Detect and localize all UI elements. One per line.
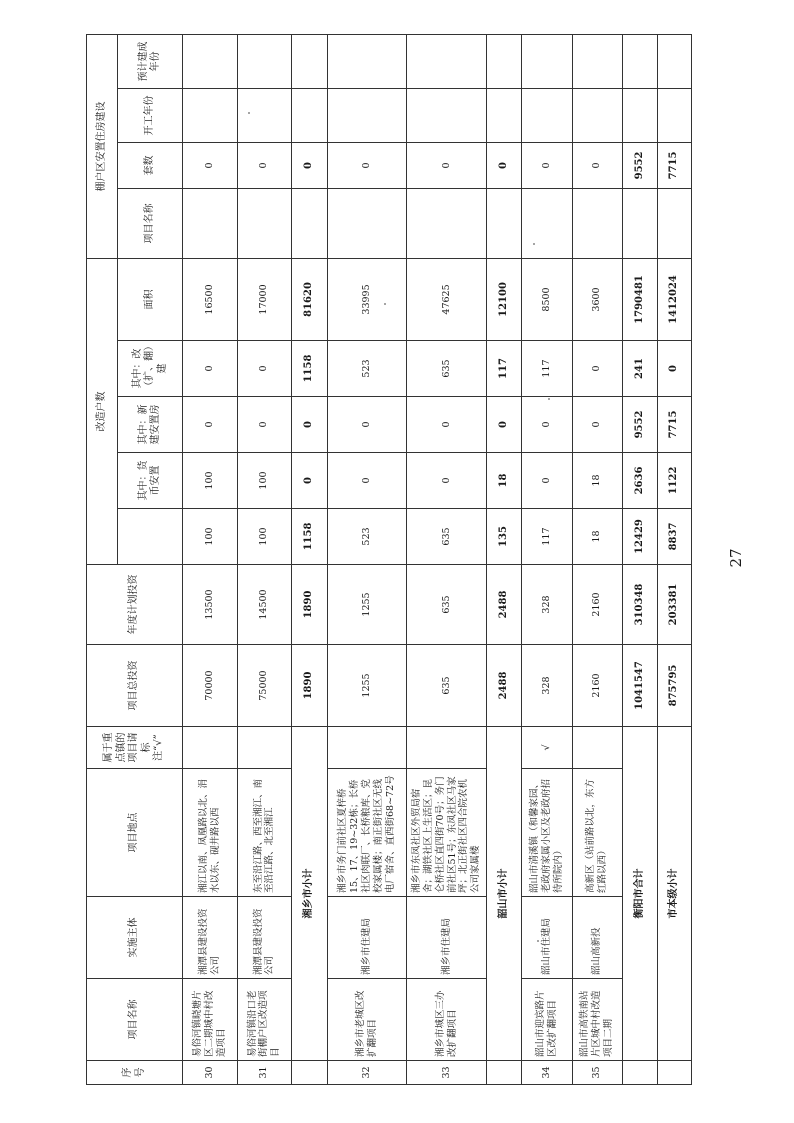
scan-speck	[384, 303, 386, 305]
row-renovate: 117	[522, 341, 572, 397]
row-name: 湘乡市城区三办改扩翻项目	[407, 979, 487, 1061]
row-new-build: 0	[572, 397, 622, 453]
row-households: 18	[572, 509, 622, 565]
row-name: 韶山市迎宾路片区改扩翻项目	[522, 979, 572, 1061]
row-res-sets: 0	[572, 142, 622, 188]
row-res-sets: 0	[522, 142, 572, 188]
subtotal-res-start	[486, 88, 522, 142]
header-new-build: 其中：新建安置房	[118, 397, 183, 453]
header-key-town: 属于重点镇的项目请标注“√”	[87, 727, 183, 769]
total-label: 市本级小计	[658, 727, 692, 1061]
row-annual-invest: 635	[407, 565, 487, 645]
table-row	[183, 34, 237, 1084]
subtotal-annual-invest: 2488	[486, 565, 522, 645]
subtotal-no	[486, 1061, 522, 1085]
row-entity: 湘乡市住建局	[407, 897, 487, 979]
scan-speck	[533, 243, 535, 245]
row-res-name	[327, 188, 407, 258]
row-res-name	[183, 188, 237, 258]
row-new-build: 0	[407, 397, 487, 453]
row-no: 31	[237, 1061, 291, 1085]
total-res-finish	[658, 34, 692, 88]
row-res-finish	[572, 34, 622, 88]
row-monetary: 0	[327, 453, 407, 509]
row-annual-invest: 14500	[237, 565, 291, 645]
scan-speck	[548, 398, 550, 400]
subtotal-monetary: 18	[486, 453, 522, 509]
row-location: 高新区（站前路以北，东方红路以西）	[572, 769, 622, 897]
page-number: 27	[727, 548, 745, 568]
row-key-town	[572, 727, 622, 769]
row-key-town	[183, 727, 237, 769]
row-res-sets: 0	[327, 142, 407, 188]
header-renovate: 其中：改（扩、翻）建	[118, 341, 183, 397]
row-location: 东至沿江路、西至湘江、南至沿江路、北至湘江	[237, 769, 291, 897]
header-name: 项目名称	[87, 979, 183, 1061]
subtotal-new-build: 0	[486, 397, 522, 453]
row-entity: 湘潭县建设投资公司	[183, 897, 237, 979]
total-annual-invest: 310348	[622, 565, 658, 645]
row-key-town	[407, 727, 487, 769]
header-location: 项目地点	[87, 769, 183, 897]
subtotal-area: 12100	[486, 258, 522, 340]
row-area: 47625	[407, 258, 487, 340]
table-row	[237, 34, 291, 1084]
subtotal-total-invest: 1890	[292, 645, 328, 727]
header-annual-invest: 年度计划投资	[87, 565, 183, 645]
header-area: 面积	[118, 258, 183, 340]
subtotal-row-xiangxiang	[292, 34, 328, 1084]
project-table	[86, 34, 692, 1085]
row-key-town: √	[522, 727, 572, 769]
row-monetary: 0	[407, 453, 487, 509]
row-annual-invest: 13500	[183, 565, 237, 645]
total-res-sets: 7715	[658, 142, 692, 188]
row-res-name	[407, 188, 487, 258]
row-res-name	[572, 188, 622, 258]
row-area: 17000	[237, 258, 291, 340]
table-row	[522, 34, 572, 1084]
row-location: 湘乡市东凤社区外贸局宿舍；湖铁社区上生活区；昆仑桥社区直四街70号；务门前社区51号；东凤社区马家坪；北正街社区四合院农机公司家属楼	[407, 769, 487, 897]
row-new-build: 0	[522, 397, 572, 453]
row-entity: 湘潭县建设投资公司	[237, 897, 291, 979]
row-no: 32	[327, 1061, 407, 1085]
subtotal-total-invest: 2488	[486, 645, 522, 727]
header-res-sets: 套数	[118, 142, 183, 188]
row-no: 33	[407, 1061, 487, 1085]
row-res-start	[183, 88, 237, 142]
total-label: 衡阳市合计	[622, 727, 658, 1061]
row-renovate: 0	[183, 341, 237, 397]
row-no: 30	[183, 1061, 237, 1085]
row-households: 100	[237, 509, 291, 565]
row-location: 韶山市清溪镇（和馨家园、老政府家属小区及老政府招待所院内）	[522, 769, 572, 897]
row-renovate: 523	[327, 341, 407, 397]
row-key-town	[237, 727, 291, 769]
row-renovate: 0	[572, 341, 622, 397]
total-res-sets: 9552	[622, 142, 658, 188]
row-households: 635	[407, 509, 487, 565]
row-location: 湘江以南、凤凰路以北、涓水以东、砚井路以西	[183, 769, 237, 897]
total-no	[622, 1061, 658, 1085]
total-row-hengyang	[622, 34, 658, 1084]
row-households: 100	[183, 509, 237, 565]
row-annual-invest: 2160	[572, 565, 622, 645]
row-res-finish	[327, 34, 407, 88]
subtotal-annual-invest: 1890	[292, 565, 328, 645]
subtotal-label: 韶山市小计	[486, 727, 522, 1061]
header-entity: 实施主体	[87, 897, 183, 979]
subtotal-label: 湘乡市小计	[292, 727, 328, 1061]
row-no: 35	[572, 1061, 622, 1085]
subtotal-households: 1158	[292, 509, 328, 565]
row-annual-invest: 1255	[327, 565, 407, 645]
row-new-build: 0	[327, 397, 407, 453]
row-monetary: 18	[572, 453, 622, 509]
table-row	[327, 34, 407, 1084]
subtotal-res-sets: 0	[292, 142, 328, 188]
header-res-name: 项目名称	[118, 188, 183, 258]
row-monetary: 0	[522, 453, 572, 509]
total-no	[658, 1061, 692, 1085]
total-res-start	[658, 88, 692, 142]
subtotal-households: 135	[486, 509, 522, 565]
header-resettle-group: 棚户区安置住房建设	[87, 34, 118, 258]
subtotal-res-name	[292, 188, 328, 258]
subtotal-res-finish	[486, 34, 522, 88]
row-area: 33995	[327, 258, 407, 340]
row-res-sets: 0	[237, 142, 291, 188]
row-total-invest: 1255	[327, 645, 407, 727]
row-total-invest: 70000	[183, 645, 237, 727]
scan-speck	[248, 112, 250, 114]
row-res-start	[522, 88, 572, 142]
row-name: 易俗河镇沿口老街棚户区改造项目	[237, 979, 291, 1061]
total-res-finish	[622, 34, 658, 88]
row-res-finish	[183, 34, 237, 88]
subtotal-renovate: 117	[486, 341, 522, 397]
table-row	[572, 34, 622, 1084]
row-res-name	[522, 188, 572, 258]
total-total-invest: 875795	[658, 645, 692, 727]
total-renovate: 241	[622, 341, 658, 397]
rotated-table-wrapper	[86, 41, 692, 1085]
row-entity: 韶山高新投	[572, 897, 622, 979]
subtotal-res-finish	[292, 34, 328, 88]
row-res-name	[237, 188, 291, 258]
header-row-1	[87, 34, 118, 1084]
row-res-start	[572, 88, 622, 142]
row-entity: 湘乡市住建局	[327, 897, 407, 979]
row-new-build: 0	[183, 397, 237, 453]
total-monetary: 1122	[658, 453, 692, 509]
row-res-finish	[522, 34, 572, 88]
table-row	[407, 34, 487, 1084]
total-monetary: 2636	[622, 453, 658, 509]
row-location: 湘乡市务门前社区夏梓桥15、17、19~32栋；长桥社区肉联厂、长桥粮库、党校家属楼；南正街社区无线电厂宿舍、直西街68~72号	[327, 769, 407, 897]
header-monetary: 其中：货币安置	[118, 453, 183, 509]
header-res-finish: 预计建成年份	[118, 34, 183, 88]
row-res-start	[237, 88, 291, 142]
row-area: 3600	[572, 258, 622, 340]
row-area: 8500	[522, 258, 572, 340]
row-monetary: 100	[183, 453, 237, 509]
row-res-start	[327, 88, 407, 142]
header-households-group: 改造户数	[87, 258, 118, 564]
row-total-invest: 635	[407, 645, 487, 727]
subtotal-res-sets: 0	[486, 142, 522, 188]
row-entity: 韶山市住建局	[522, 897, 572, 979]
total-area: 1412024	[658, 258, 692, 340]
row-name: 韶山市高铁南站片区城中村改造项目二期	[572, 979, 622, 1061]
row-renovate: 635	[407, 341, 487, 397]
header-res-start: 开工年份	[118, 88, 183, 142]
row-total-invest: 2160	[572, 645, 622, 727]
subtotal-res-start	[292, 88, 328, 142]
subtotal-new-build: 0	[292, 397, 328, 453]
subtotal-res-name	[486, 188, 522, 258]
total-res-name	[622, 188, 658, 258]
row-res-finish	[407, 34, 487, 88]
subtotal-monetary: 0	[292, 453, 328, 509]
row-area: 16500	[183, 258, 237, 340]
row-res-sets: 0	[183, 142, 237, 188]
row-new-build: 0	[237, 397, 291, 453]
header-no: 序号	[87, 1061, 183, 1085]
subtotal-area: 81620	[292, 258, 328, 340]
total-res-name	[658, 188, 692, 258]
total-new-build: 9552	[622, 397, 658, 453]
total-annual-invest: 203381	[658, 565, 692, 645]
total-households: 8837	[658, 509, 692, 565]
subtotal-no	[292, 1061, 328, 1085]
row-monetary: 100	[237, 453, 291, 509]
row-res-sets: 0	[407, 142, 487, 188]
row-name: 湘乡市老城区改扩翻项目	[327, 979, 407, 1061]
total-area: 1790481	[622, 258, 658, 340]
total-renovate: 0	[658, 341, 692, 397]
row-total-invest: 75000	[237, 645, 291, 727]
row-households: 523	[327, 509, 407, 565]
total-households: 12429	[622, 509, 658, 565]
row-res-start	[407, 88, 487, 142]
scan-speck	[537, 940, 539, 942]
row-no: 34	[522, 1061, 572, 1085]
header-total-invest: 项目总投资	[87, 645, 183, 727]
row-key-town	[327, 727, 407, 769]
total-res-start	[622, 88, 658, 142]
row-annual-invest: 328	[522, 565, 572, 645]
header-households	[118, 509, 183, 565]
subtotal-row-shaoshan	[486, 34, 522, 1084]
subtotal-renovate: 1158	[292, 341, 328, 397]
row-households: 117	[522, 509, 572, 565]
row-name: 易俗河镇晓塘片区二期城中村改造项目	[183, 979, 237, 1061]
total-row-city	[658, 34, 692, 1084]
row-renovate: 0	[237, 341, 291, 397]
total-new-build: 7715	[658, 397, 692, 453]
row-res-finish	[237, 34, 291, 88]
row-total-invest: 328	[522, 645, 572, 727]
total-total-invest: 1041547	[622, 645, 658, 727]
